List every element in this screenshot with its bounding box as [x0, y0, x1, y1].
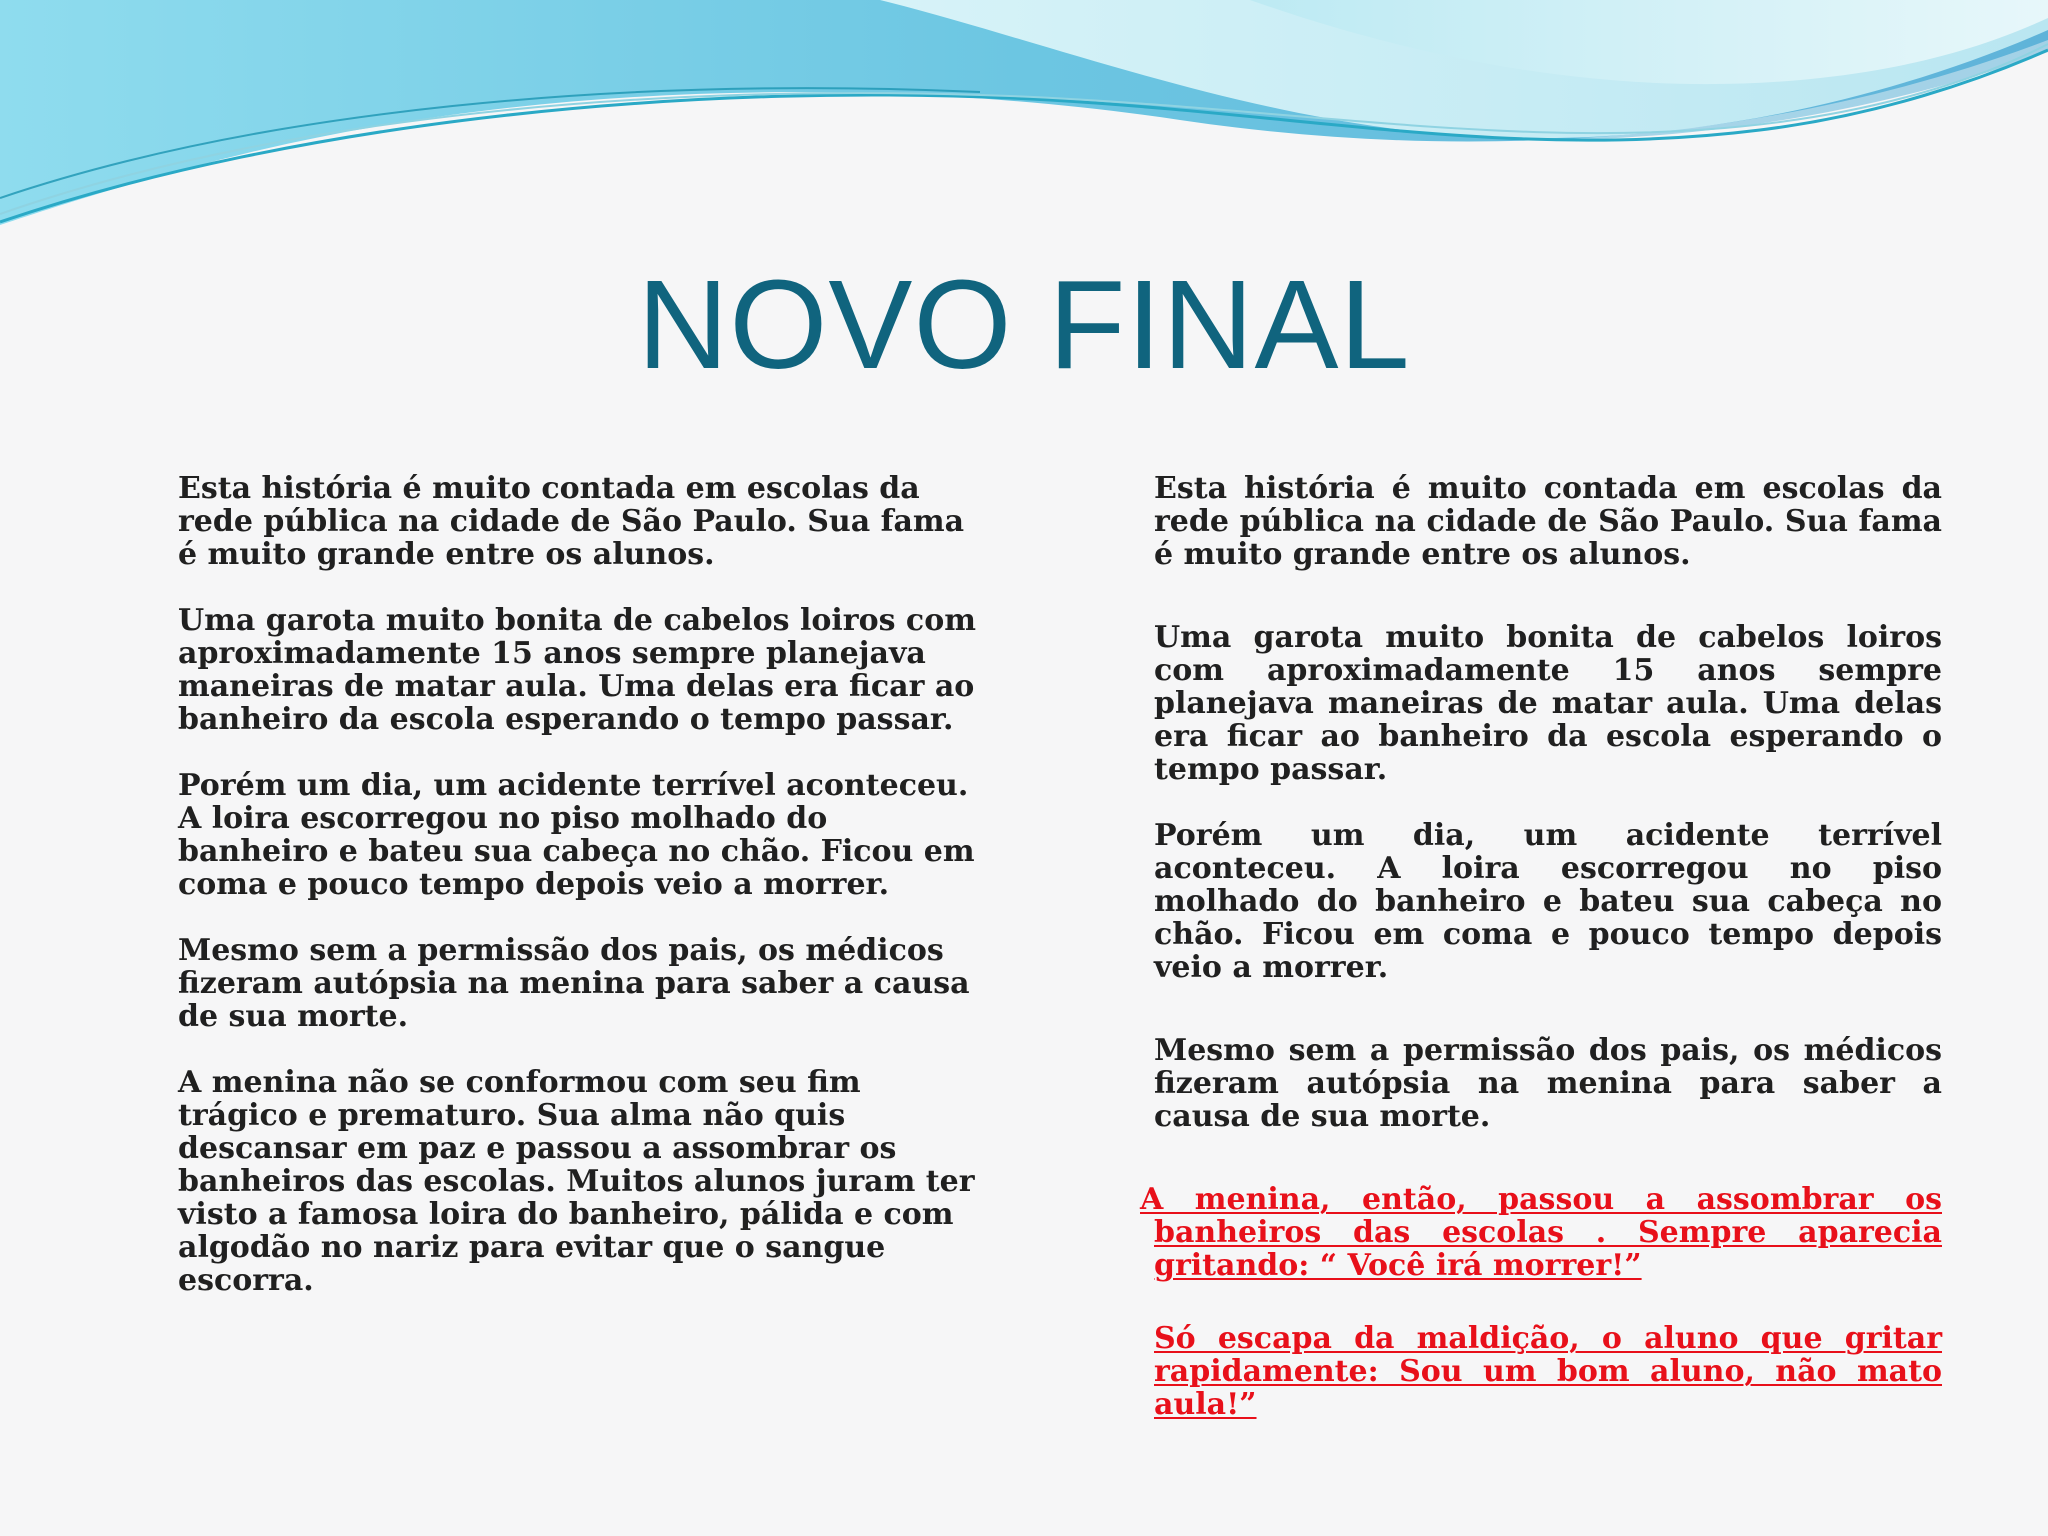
left-paragraph-5: A menina não se conformou com seu fim trágico e prematuro. Sua alma não quis descansar em paz e passou a assombrar os banheiros das escolas. Muitos alunos juram ter visto a famosa loira do banheiro, pálida e com algodão no nariz para evitar que o sangue escorra.	[178, 1065, 975, 1298]
new-ending-paragraph-2: Só escapa da maldição, o aluno que gritar rapidamente: Sou um bom aluno, não mato aula!”	[1154, 1321, 1942, 1422]
right-paragraph-1: Esta história é muito contada em escolas da rede pública na cidade de São Paulo. Sua fama é muito grande entre os alunos.	[1154, 471, 1942, 572]
slide-title: NOVO FINAL	[637, 254, 1411, 395]
right-paragraph-2: Uma garota muito bonita de cabelos loiros com aproximadamente 15 anos sempre planejava maneiras de matar aula. Uma delas era ficar ao banheiro da escola esperando o tempo passar.	[1154, 620, 1942, 787]
left-paragraph-2: Uma garota muito bonita de cabelos loiros com aproximadamente 15 anos sempre planejava maneiras de matar aula. Uma delas era ficar ao banheiro da escola esperando o tempo passar.	[178, 603, 976, 737]
original-story-column	[178, 472, 978, 1330]
right-paragraph-3: Porém um dia, um acidente terrível aconteceu. A loira escorregou no piso molhado do banheiro e bateu sua cabeça no chão. Ficou em coma e pouco tempo depois veio a morrer.	[1154, 818, 1942, 985]
left-paragraph-4: Mesmo sem a permissão dos pais, os médicos fizeram autópsia na menina para saber a causa de sua morte.	[178, 933, 970, 1034]
left-paragraph-3: Porém um dia, um acidente terrível aconteceu. A loira escorregou no piso molhado do banheiro e bateu sua cabeça no chão. Ficou em coma e pouco tempo depois veio a morrer.	[178, 768, 975, 902]
new-ending-column	[1140, 471, 1942, 1461]
header-wave-decoration	[0, 0, 2048, 240]
left-paragraph-1: Esta história é muito contada em escolas da rede pública na cidade de São Paulo. Sua fama é muito grande entre os alunos.	[178, 471, 965, 572]
right-paragraph-4: Mesmo sem a permissão dos pais, os médicos fizeram autópsia na menina para saber a causa de sua morte.	[1154, 1033, 1942, 1134]
new-ending-paragraph-1: A menina, então, passou a assombrar os banheiros das escolas . Sempre aparecia gritando: “ Você irá morrer!”	[1140, 1182, 1942, 1283]
